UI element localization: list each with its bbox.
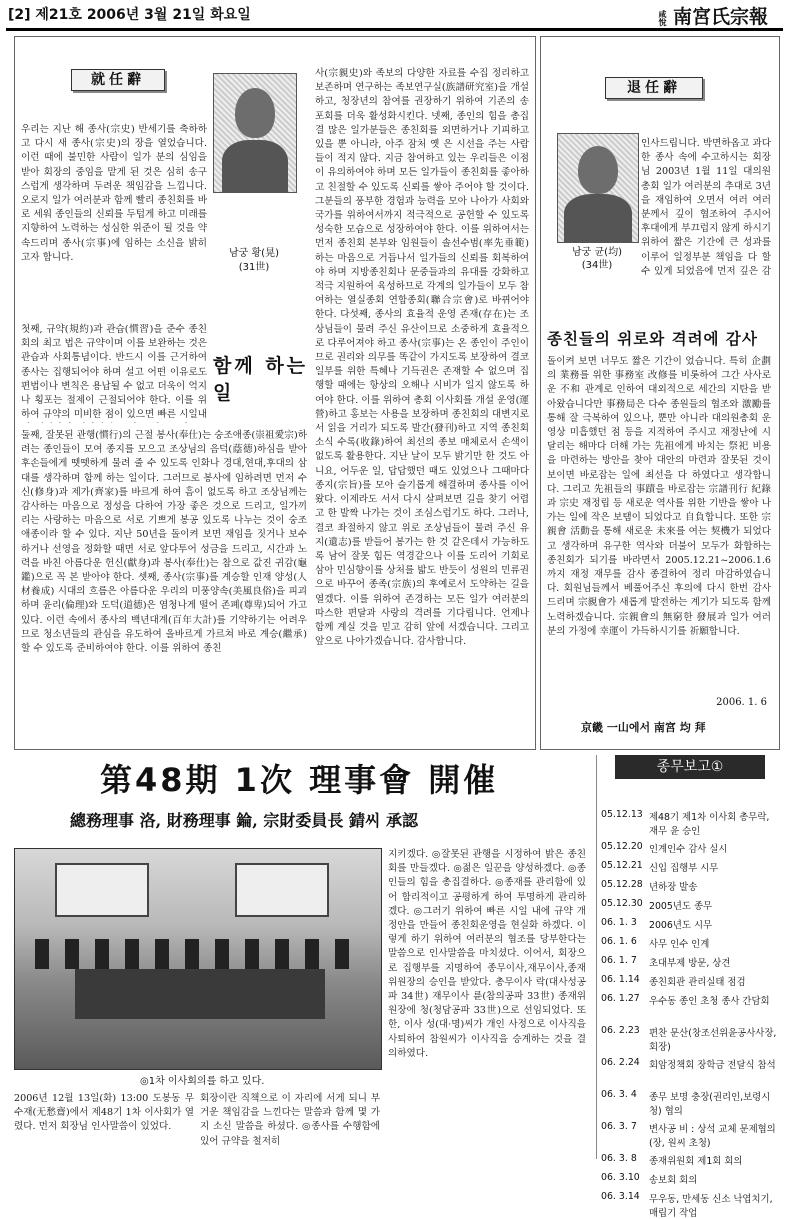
report-item (601, 936, 781, 950)
report-item-event: 2006년도 시무 (649, 920, 713, 931)
meeting-headline: 第48期 1次 理事會 開催 (100, 761, 499, 799)
report-item-date: 05.12.20 (601, 841, 643, 852)
report-item (601, 1025, 781, 1053)
report-item-event: 종재위원회 제1회 회의 (649, 1156, 743, 1167)
report-item-date: 05.12.13 (601, 809, 643, 820)
photo-window (235, 863, 329, 917)
report-item (601, 898, 781, 912)
report-item-date: 06. 1. 6 (601, 936, 637, 947)
report-item-date: 05.12.30 (601, 898, 643, 909)
report-item-event: 제48기 제1차 이사회 총무락, 재무 윤 승인 (649, 812, 770, 837)
photo-table (75, 969, 325, 1019)
report-item-date: 06. 3.14 (601, 1191, 640, 1202)
report-item-event: 변사공 비 : 상석 교체 문제협의(장, 원씨 초청) (649, 1124, 776, 1149)
report-item (601, 917, 781, 931)
inaugural-title: 就任辭 (71, 69, 165, 91)
meeting-body-right: 지키겠다. ◎잘못된 관행을 시정하여 밝은 종친회를 만들겠다. ◎젊은 일꾼을 양성하겠다. ◎종인들의 힘을 총집결하다. ◎종재를 관리함에 있어 합리적이고 공평하게 하여 투명하게 관리하겠다. ◎그러기 위하여 빠른 시일 내에 규약 개정안을 만들어 종친회운영을 현실화 하겠다. 이렇게 하기 위하여 여러분의 협조를 당부한다는 말씀으로 인사말씀을 마치셨다. 이어서, 회장으로 집행부를 지명하여 종무이사,재무이사,종재위원장의 승인을 받았다. 총무이사 락(대사성공파 34世) 재무이사 륜(참의공파 33世) 종재위원장에 청(청담공파 33世)으로 선임되었다. 또한, 이사 성(대·명)씨가 개인 사정으로 이사직을 사퇴하여 참원씨가 이사직을 승계하는 것을 결의하였다. (388, 849, 586, 1059)
retirement-article (540, 36, 780, 750)
report-item-date: 06. 3. 8 (601, 1153, 637, 1164)
report-item (601, 809, 781, 837)
report-item-date: 06. 1.14 (601, 974, 640, 985)
report-item-event: 신입 집행부 시무 (649, 863, 719, 874)
retirement-body: 돌이켜 보면 너무도 짧은 기간이 었습니다. 특히 企劃의 業務를 위한 事務室 改修를 비롯하여 그간 사사로운 不和 관계로 인하여 대외적으로 세간의 지탄을 받아왔습니다만 事務局은 다수 종원들의 협조와 激勵를 통해 잘 극복하여 있으나, 뿐만 아니라 대의원총회 운영상 미흡했던 점 등을 지적하여 주시고 재정난에 시달리는 해마다 더해 가는 先祖에게 바치는 祭祀 비용을 마련하는 방안을 찾아 대안의 마련과 잘못된 것이 보이면 바로잡는 일에 최선을 다 하였다고 생각합니다. 그리고 先祖들의 事蹟을 바로잡는 宗譜刊行 紀錄과 宗史 재정립 등 새로운 역사를 위한 기반을 쌓아 나가는 일에 작은 보탬이 되었다고 自負합니다. 또한 宗親會 活動을 통해 새로운 未來를 여는 契機가 되었다고 생각하며 유구한 역사와 더불어 모두가 화합하는 종친회가 되기를 바라면서 2005.12.21~2006.1.6까지 재정 재무를 감사 종결하여 정리 마감하였습니다. 회원님들께서 베풀어주신 후의에 다시 한번 감사드리며 宗親會가 새롭게 발전하는 계기가 되도록 함께 노력하겠습니다. 宗親會의 無窮한 發展과 일가 여러분의 가정에 幸運이 가득하시기를 祈願합니다. (547, 356, 771, 637)
meeting-subhead: 總務理事 洛, 財務理事 錀, 宗財委員長 錆씨 承認 (70, 811, 419, 830)
portrait-body (564, 194, 632, 242)
report-item-date: 06. 2.23 (601, 1025, 640, 1036)
meeting-photo-caption: ◎1차 이사회의를 하고 있다. (140, 1076, 265, 1087)
portrait-head (235, 88, 275, 138)
retirement-intro: 인사드립니다. 박면하옵고 과다한 종사 속에 수고하시는 회장님 2003년 1월 11일 대의원 총회 일가 여러분의 추대로 3년을 재임하여 오면서 여러 여러분께서 깊이 협조하여 주시어 후대에게 부끄럽지 않게 하시기 위하여 짧은 기간에 큰 성과를 이루어 일정부분 책임을 다 할 수 있게 되었음에 먼저 깊은 감 (641, 138, 771, 277)
photo-people (35, 939, 365, 969)
photo-window (55, 863, 149, 917)
report-item-event: 회암정책회 장학금 전달식 참석 (649, 1060, 776, 1071)
inaugural-col1b: 첫째, 규약(規約)과 관습(慣習)을 준수 종친회의 최고 법은 규약이며 이를 보완하는 것은 관습과 사회통념이다. 반드시 이를 근거하여 종사는 집행되어야 하며 설고 어떤 이유로도 편법이나 변칙은 용납될 수 없고 더욱이 억지나 횡포는 절제이 근절되어야 한다. 이를 위하여 규약의 미비한 점이 있으면 빠른 시일내 (21, 324, 207, 421)
meeting-body-left: 2006년 12월 13일(화) 13:00 도봉동 무수재(无愁齋)에서 제48기 1차 이사회가 열렸다. 먼저 회장님 인사말씀이 있었다. (14, 1093, 194, 1133)
report-item (601, 993, 781, 1007)
inaugural-photo-generation: (31世) (238, 262, 270, 273)
report-item-event: 종무 보명 충장(권리인,보령시청) 협의 (649, 1092, 771, 1117)
report-item (601, 1153, 781, 1167)
meeting-body-mid: 회장이란 직책으로 이 자리에 서게 되니 부거운 책임감을 느낀다는 말씀과 함께 몇 가지 소신 말씀을 하셨다. ◎종사를 수행함에 있어 규약을 철저히 (200, 1093, 380, 1147)
report-item-date: 06. 1. 3 (601, 917, 637, 928)
report-item (601, 1057, 781, 1071)
masthead (658, 2, 779, 29)
inaugural-feature-title: 함께 하는 일 (213, 355, 309, 404)
masthead-title: 南宮氏宗報 (672, 6, 768, 28)
masthead-small: 咸悅 (657, 10, 668, 26)
report-item (601, 841, 781, 855)
inaugural-photo (213, 73, 297, 193)
report-item-event: 무우동, 만세동 신소 낙엽치기, 매립기 작업 (649, 1194, 773, 1219)
report-list (601, 809, 781, 1219)
report-item-event: 송보회 회의 (649, 1175, 698, 1186)
report-item (601, 879, 781, 893)
report-item (601, 1089, 781, 1117)
report-item (601, 1121, 781, 1149)
report-item (601, 974, 781, 988)
inaugural-col1c: 둘째, 잘못된 관행(慣行)의 근절 봉사(奉仕)는 숭조애종(崇祖愛宗)하려는 종인들이 모여 종지를 모으고 조상님의 음덕(蔭德)하심을 받아 후손들에게 뗏뗏하게 물려 줄 수 있도록 인화나 경대,현대,후대의 삼대를 생각하며 함께 하는 일이다. 그러므로 봉사에 임하려면 먼저 수신(修身)과 제가(齊家)를 바르게 하여 흠이 없도록 하고 조상님께는 감사하는 마음으로 정성을 다하여 가장 좋은 것으로 드리고, 일가끼리는 사랑하는 마음으로 서로 기쁘게 봉공 있도록 나누는 것이 숭조 애종이라 할 수 있다. 지난 50년을 돌이켜 보면 재임을 짓거나 보수하거나 선영을 정화할 때면 서로 앞다투어 성금을 드리고, 시간과 노력을 바친 아름다운 헌신(獻身)과 봉사(奉仕)는 참으로 값진 귀감(龜鑑)으로 꼭 본 받아야 한다. 셋째, 종사(宗事)를 계승할 인재 양성(人材養成) 시대의 흐름은 아름다운 우리의 미풍양속(美風良俗)을 피괴하며 윤리(倫理)와 도덕(道德)은 염청나게 떨어 존폐(尊卑)되어 가고 있다. 이런 속에서 종사의 백년대계(百年大計)를 기약하기는 어려우므로 청소년들의 관심을 유도하여 올바르게 가르쳐 바로 계승(繼承)할 수 있도록 준비하여야 한다. 이를 위하여 종친 (21, 430, 307, 655)
meeting-photo (14, 848, 382, 1070)
inaugural-article (14, 36, 536, 750)
page-info: [2] 제21호 2006년 3월 21일 화요일 (8, 7, 251, 23)
report-item-date: 06. 2.24 (601, 1057, 640, 1068)
inaugural-col1a: 우리는 지난 해 종사(宗史) 반세기를 축하하고 다시 새 종사(宗史)의 장을 열었습니다. 이런 때에 불민한 사람이 일가 분의 심임을 받아 회장의 중임을 맡게 된 것은 심히 송구스럽게 생각하며 두려운 책임감을 느낍니다. 오로지 일가 여러분과 함께 빨리 종친회를 바로 세워 종인들의 신뢰를 두텁게 하고 미래를 지향하여 노력하는 성심한 위준이 될 것을 약속드리며 종사(宗事)에 임하는 소신을 밝히고자 합니다. (21, 124, 207, 263)
retirement-photo-generation: (34世) (581, 260, 613, 271)
report-item-date: 06. 3. 4 (601, 1089, 637, 1100)
inaugural-col2: 사(宗親史)와 족보의 다양한 자료를 수집 정리하고 보존하며 연구하는 족보연구실(族譜研究室)을 개설하고, 청장년의 참여를 권장하기 위하여 기존의 송포회를 더욱 활성화시킨다. 넷째, 종인의 힘을 총집결 많은 일가분들은 종친회를 외면하거나 기피하고 있을 뿐 아니라, 아주 잠처 옛 은 시선을 주는 사람들이 적지 않다. 지금 참여하고 있는 우리들은 이점이 유의하여야 하며 모든 일가들이 종친회를 좋아하고 친절할 수 있도록 신뢰를 쌓아 주어야 할 것이다. 그분들의 풍부한 경험과 능력을 모아 나아가 사회와 국가를 위하여서까지 적극적으로 공헌할 수 있도록 성숙한 모습으로 성장하여야 한다. 이를 위하여서는 먼저 종친회 본부와 임원들이 솔선수범(率先垂範)하는 마음으로 거듭나서 일가들의 신뢰를 회복하여야 하며 지방종친회나 문중들과의 유대를 강화하고 적극 지원하여 육성하므로 각계의 일가들이 모두 참여하는 열실종회 연합종회(聯合宗會)로 바뀌어야 한다. 다섯째, 종사의 효율적 운영 존재(存在)는 조상님들이 물려 주신 유산이므로 소중하게 효율적으로 다루어져야 하고 종사(宗事)는 온 종인이 주인이므로 권리와 의무를 똑같이 가지도록 보장하여 결코 일부를 위한 특혜나 기득권은 존재할 수 없으며 집행할 때에는 항상의 오해나 시비가 일지 않도록 하여야 한다. 이를 위하여 총회 이사회를 개설 운영(運營)하고 홍보는 사용을 보장하며 종친회의 대변지로서 읽을 거리가 되도록 발간(發刊)하고 지역 종친회 소식 수록(收錄)하여 최선의 종보 매체로서 손색이 없도록 활용한다. 지난 날이 모두 밝기만 한 것도 아니요, 어두운 일, 답답했던 때도 있었으나 그때마다 종지(宗旨)를 모아 슬기롭게 해결하며 종사를 이어왔다. 이제라도 서서 다시 살펴보면 길을 찾기 어렵고 한 발짝 나가는 것이 조심스럽기도 하다. 그러나, 결코 좌절하지 않고 위로 조상님들이 물려 주신 유지(遺志)를 받들어 봉가는 한 것 같은데서 가능하도록 남어 잘못 힘든 역경같으나 이를 도리어 기회로 삼아 민심향이를 상처를 밟도 반듯이 성원의 민류권으로 바꾸어 종족(宗族)의 후예로서 도약하는 길을 열겠다. 이를 위하여 존경하는 모든 일가 여러분의 따스한 편달과 사랑의 격려를 기다립니다. 언제나 함께 계실 것을 믿고 감히 앞에 서겠습니다. 그리고 앞으로 나아가겠습니다. 감사합니다. (315, 68, 529, 648)
retirement-title: 退任辭 (605, 77, 703, 99)
report-item-date: 06. 3.10 (601, 1172, 640, 1183)
report-item-date: 06. 1.27 (601, 993, 640, 1004)
report-item (601, 860, 781, 874)
report-item (601, 955, 781, 969)
report-item (601, 1191, 781, 1219)
report-item-event: 년하장 발송 (649, 882, 698, 893)
report-item-date: 06. 3. 7 (601, 1121, 637, 1132)
report-item-date: 05.12.28 (601, 879, 643, 890)
report-item-date: 05.12.21 (601, 860, 643, 871)
portrait-head (578, 146, 618, 194)
report-item-event: 2005년도 종무 (649, 901, 713, 912)
retirement-date: 2006. 1. 6 (716, 697, 767, 708)
inaugural-photo-caption: 남궁 황(晃) (229, 248, 279, 259)
header-rule (6, 28, 783, 31)
report-item-event: 우수동 종인 초청 종사 간담회 (649, 996, 770, 1007)
retirement-subtitle: 종친들의 위로와 격려에 감사 (547, 330, 758, 348)
report-item-event: 인계인수 감사 실시 (649, 844, 728, 855)
report-item-event: 종친회관 관리실태 점검 (649, 977, 746, 988)
report-item-event: 초대부제 방문, 상견 (649, 958, 731, 969)
retirement-signature: 京畿 一山에서 南宮 均 拜 (581, 721, 706, 734)
retirement-photo-caption: 남궁 균(均) (572, 247, 622, 258)
report-title: 종무보고① (615, 755, 765, 779)
report-item-event: 편찬 문산(창조선위윤공사사장, 회장) (649, 1028, 777, 1053)
report-panel (596, 755, 781, 1219)
portrait-body (222, 140, 288, 192)
report-item-event: 사무 인수 인계 (649, 939, 710, 950)
report-item-date: 06. 1. 7 (601, 955, 637, 966)
retirement-photo (557, 133, 639, 243)
report-item (601, 1172, 781, 1186)
